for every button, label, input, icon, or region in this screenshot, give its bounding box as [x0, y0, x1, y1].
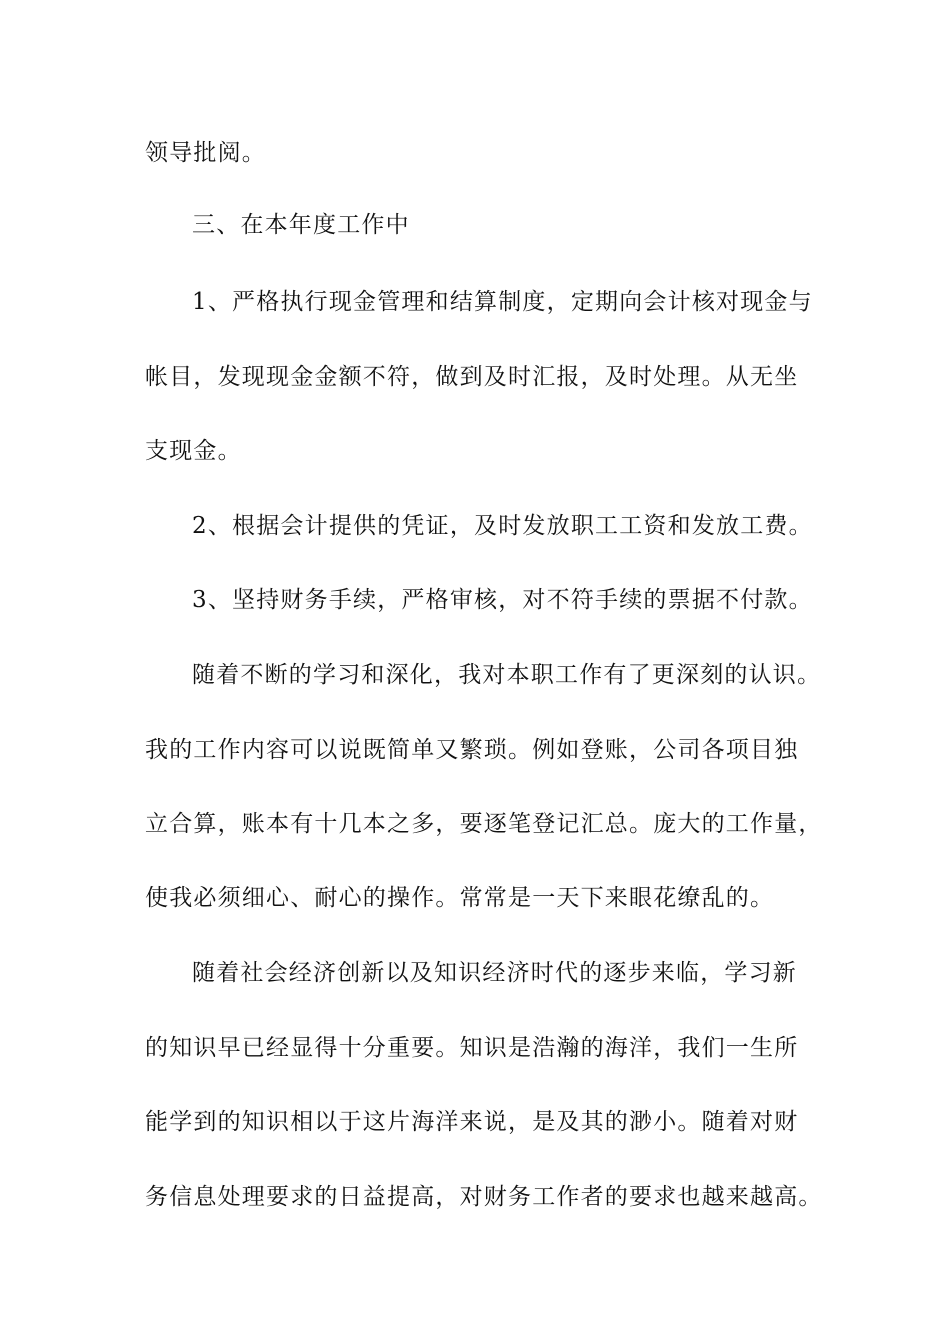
text-line: 支现金。	[145, 438, 242, 464]
section-heading: 三、在本年度工作中	[192, 212, 410, 238]
text-line: 3、坚持财务手续，严格审核，对不符手续的票据不付款。	[192, 587, 813, 613]
text-line: 随着不断的学习和深化，我对本职工作有了更深刻的认识。	[192, 662, 822, 688]
text-line: 使我必须细心、耐心的操作。常常是一天下来眼花缭乱的。	[145, 885, 775, 911]
text-line: 1、严格执行现金管理和结算制度，定期向会计核对现金与	[192, 289, 813, 315]
text-line: 的知识早已经显得十分重要。知识是浩瀚的海洋，我们一生所	[145, 1035, 799, 1061]
text-line: 2、根据会计提供的凭证，及时发放职工工资和发放工费。	[192, 513, 813, 539]
text-line: 立合算，账本有十几本之多，要逐笔登记汇总。庞大的工作量，	[145, 811, 823, 837]
text-line: 我的工作内容可以说既简单又繁琐。例如登账，公司各项目独	[145, 737, 799, 763]
text-line: 帐目，发现现金金额不符，做到及时汇报，及时处理。从无坐	[145, 364, 799, 390]
text-line: 能学到的知识相以于这片海洋来说，是及其的渺小。随着对财	[145, 1109, 799, 1135]
text-line: 随着社会经济创新以及知识经济时代的逐步来临，学习新	[192, 960, 797, 986]
text-line: 务信息处理要求的日益提高，对财务工作者的要求也越来越高。	[145, 1184, 823, 1210]
text-line: 领导批阅。	[145, 140, 266, 166]
